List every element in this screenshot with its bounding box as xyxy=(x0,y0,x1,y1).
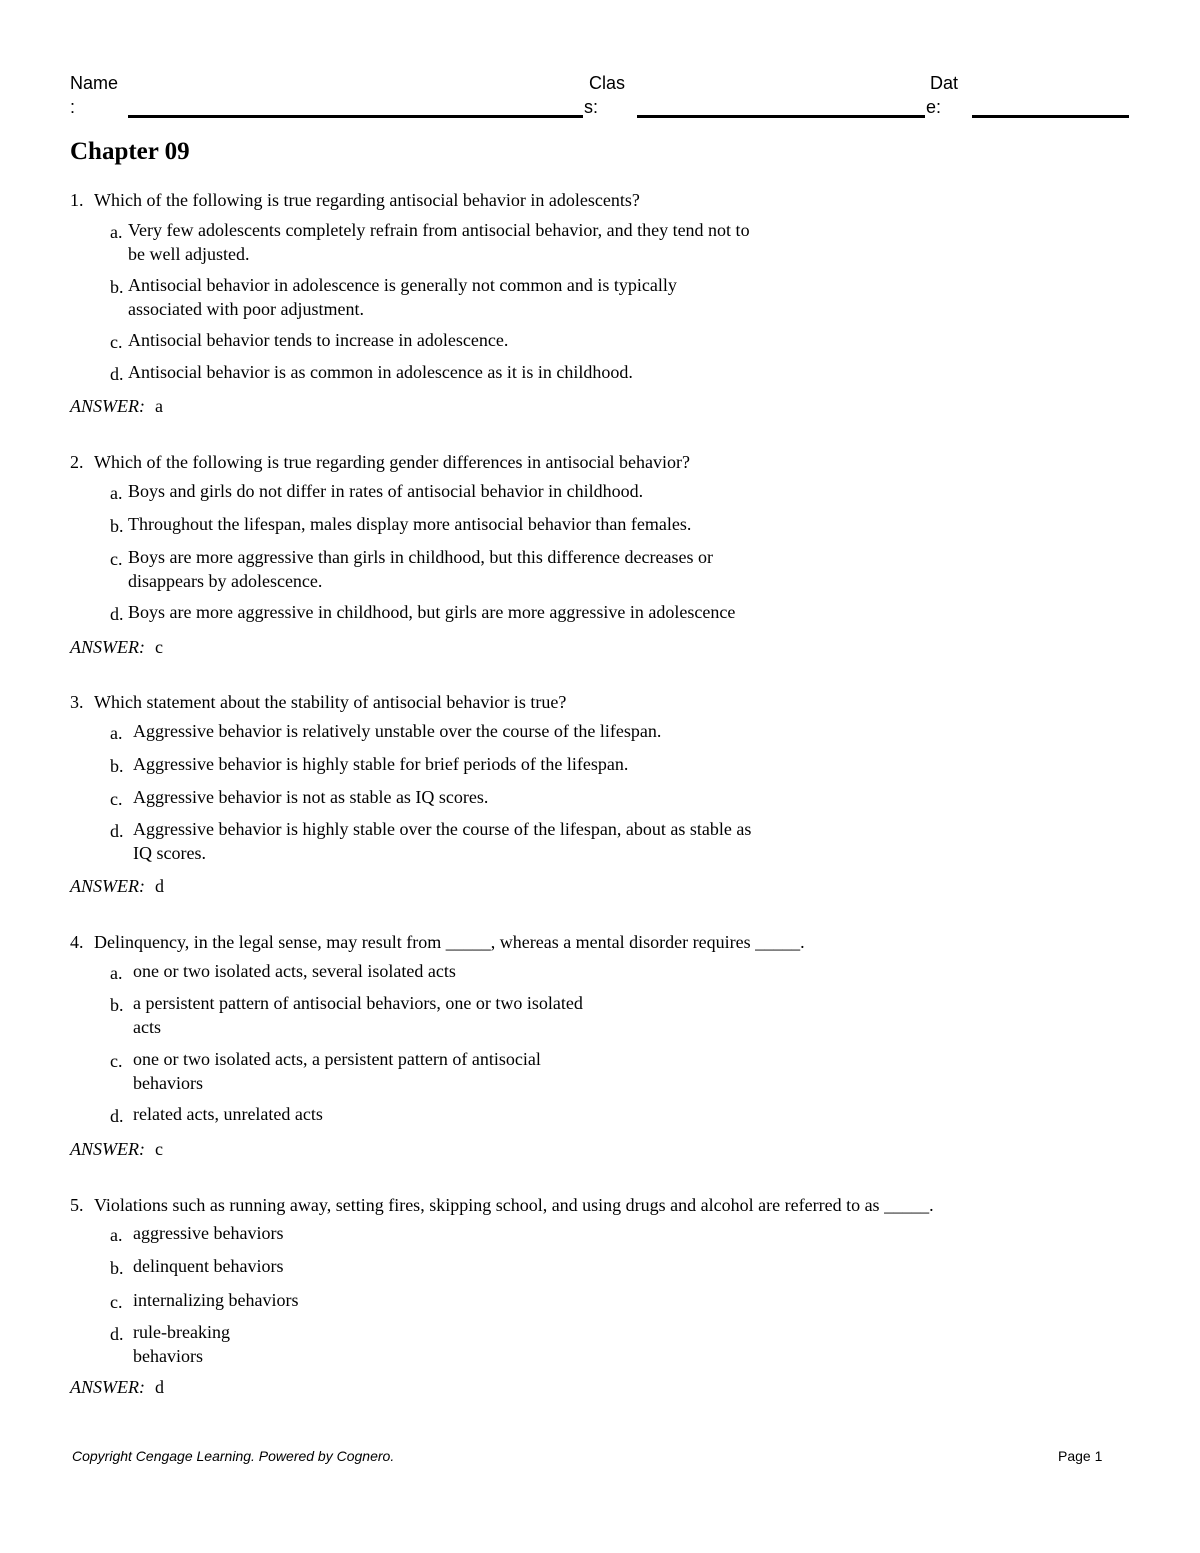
answer-value: d xyxy=(154,876,164,896)
question-number: 5. xyxy=(70,1195,84,1215)
answer-label: ANSWER: xyxy=(70,1139,145,1159)
option-letter: d. xyxy=(110,364,124,384)
question-2 xyxy=(70,450,1160,657)
option-line: Aggressive behavior is highly stable for brief periods of the lifespan. xyxy=(133,754,629,774)
option-letter: c. xyxy=(110,789,123,809)
option-line: Very few adolescents completely refrain from antisocial behavior, and they tend not to xyxy=(128,220,750,240)
option-line: Aggressive behavior is relatively unstable over the course of the lifespan. xyxy=(133,721,662,741)
option-line: internalizing behaviors xyxy=(133,1290,299,1310)
date-label: Dat xyxy=(930,73,959,93)
option-line: Boys are more aggressive than girls in childhood, but this difference decreases or xyxy=(128,547,713,567)
option-letter: a. xyxy=(110,723,123,743)
option-text xyxy=(133,959,456,983)
option-letter: d. xyxy=(110,1106,124,1126)
option-text xyxy=(128,328,508,352)
option-text xyxy=(133,1221,283,1245)
option-letter: b. xyxy=(110,277,124,297)
option-text xyxy=(128,218,750,266)
option-text xyxy=(128,273,677,321)
answer-label: ANSWER: xyxy=(70,396,145,416)
option-letter: b. xyxy=(110,756,124,776)
chapter-title: Chapter 09 xyxy=(70,138,190,165)
option-letter: d. xyxy=(110,604,124,624)
option-line: Boys are more aggressive in childhood, but girls are more aggressive in adolescence xyxy=(128,602,736,622)
option-text xyxy=(133,785,488,809)
class-label: Clas xyxy=(589,73,626,93)
option-letter: a. xyxy=(110,1225,123,1245)
option-line: delinquent behaviors xyxy=(133,1256,284,1276)
date-underline[interactable] xyxy=(972,115,1129,118)
option-line: one or two isolated acts, a persistent pattern of antisocial xyxy=(133,1049,541,1069)
option-text xyxy=(133,817,751,865)
question-5 xyxy=(70,1193,1160,1397)
option-line: disappears by adolescence. xyxy=(128,571,323,591)
answer xyxy=(70,394,163,418)
name-underline[interactable] xyxy=(128,115,583,118)
option-line: Aggressive behavior is not as stable as IQ scores. xyxy=(133,787,489,807)
answer-label: ANSWER: xyxy=(70,637,145,657)
option-text xyxy=(133,1320,230,1368)
answer-value: a xyxy=(154,396,163,416)
question-text: Which of the following is true regarding antisocial behavior in adolescents? xyxy=(94,190,640,210)
class-label-suffix: s: xyxy=(584,97,599,117)
option-line: acts xyxy=(133,1017,161,1037)
option-letter: b. xyxy=(110,1258,124,1278)
option-text xyxy=(133,752,628,776)
option-line: IQ scores. xyxy=(133,843,206,863)
answer-label: ANSWER: xyxy=(70,1377,145,1397)
option-letter: c. xyxy=(110,1292,123,1312)
option-text xyxy=(133,1047,541,1095)
option-letter: b. xyxy=(110,516,124,536)
option-line: Aggressive behavior is highly stable over the course of the lifespan, about as stable as xyxy=(133,819,752,839)
class-underline[interactable] xyxy=(637,115,925,118)
page-number: Page 1 xyxy=(1058,1448,1103,1464)
option-line: a persistent pattern of antisocial behaviors, one or two isolated xyxy=(133,993,583,1013)
option-letter: c. xyxy=(110,1051,123,1071)
option-text xyxy=(133,1102,323,1126)
question-text: Which statement about the stability of antisocial behavior is true? xyxy=(94,692,567,712)
question-stem xyxy=(70,930,1160,954)
option-line: behaviors xyxy=(133,1073,203,1093)
option-text xyxy=(128,545,713,593)
option-line: behaviors xyxy=(133,1346,203,1366)
question-text: Which of the following is true regarding gender differences in antisocial behavior? xyxy=(94,452,690,472)
answer xyxy=(70,1375,164,1399)
option-line: Antisocial behavior tends to increase in adolescence. xyxy=(128,330,509,350)
question-number: 2. xyxy=(70,452,84,472)
question-number: 1. xyxy=(70,190,84,210)
answer xyxy=(70,874,164,898)
option-text xyxy=(128,479,643,503)
option-line: related acts, unrelated acts xyxy=(133,1104,323,1124)
name-label-colon: : xyxy=(70,97,76,117)
option-letter: d. xyxy=(110,821,124,841)
answer-value: c xyxy=(154,1139,163,1159)
answer-value: c xyxy=(154,637,163,657)
option-letter: d. xyxy=(110,1324,124,1344)
option-line: rule-breaking xyxy=(133,1322,230,1342)
option-line: Throughout the lifespan, males display more antisocial behavior than females. xyxy=(128,514,692,534)
option-line: one or two isolated acts, several isolated acts xyxy=(133,961,456,981)
option-text xyxy=(128,600,735,624)
option-line: aggressive behaviors xyxy=(133,1223,284,1243)
option-text xyxy=(133,719,661,743)
question-stem xyxy=(70,188,1160,212)
option-letter: c. xyxy=(110,549,123,569)
date-label-suffix: e: xyxy=(926,97,942,117)
question-number: 4. xyxy=(70,932,84,952)
option-text xyxy=(133,991,583,1039)
question-3 xyxy=(70,690,1160,896)
option-line: associated with poor adjustment. xyxy=(128,299,364,319)
option-letter: a. xyxy=(110,222,123,242)
option-line: Antisocial behavior is as common in adolescence as it is in childhood. xyxy=(128,362,633,382)
question-number: 3. xyxy=(70,692,84,712)
question-text: Violations such as running away, setting fires, skipping school, and using drugs and alcohol are referred to as _____. xyxy=(94,1195,934,1215)
option-text xyxy=(133,1254,283,1278)
option-line: Antisocial behavior in adolescence is generally not common and is typically xyxy=(128,275,677,295)
question-1 xyxy=(70,188,1160,416)
copyright-notice: Copyright Cengage Learning. Powered by Cognero. xyxy=(72,1448,395,1464)
option-letter: c. xyxy=(110,332,123,352)
option-letter: b. xyxy=(110,995,124,1015)
question-4 xyxy=(70,930,1160,1159)
option-text xyxy=(128,512,691,536)
question-stem xyxy=(70,690,1160,714)
question-text: Delinquency, in the legal sense, may result from _____, whereas a mental disorder requires _____. xyxy=(94,932,805,952)
answer-value: d xyxy=(154,1377,164,1397)
answer xyxy=(70,635,163,659)
option-text xyxy=(128,360,633,384)
answer xyxy=(70,1137,163,1161)
option-letter: a. xyxy=(110,483,123,503)
question-stem xyxy=(70,450,1160,474)
option-letter: a. xyxy=(110,963,123,983)
option-line: be well adjusted. xyxy=(128,244,250,264)
name-label: Name xyxy=(70,73,119,93)
question-stem xyxy=(70,1193,1160,1217)
answer-label: ANSWER: xyxy=(70,876,145,896)
option-text xyxy=(133,1288,298,1312)
option-line: Boys and girls do not differ in rates of antisocial behavior in childhood. xyxy=(128,481,644,501)
